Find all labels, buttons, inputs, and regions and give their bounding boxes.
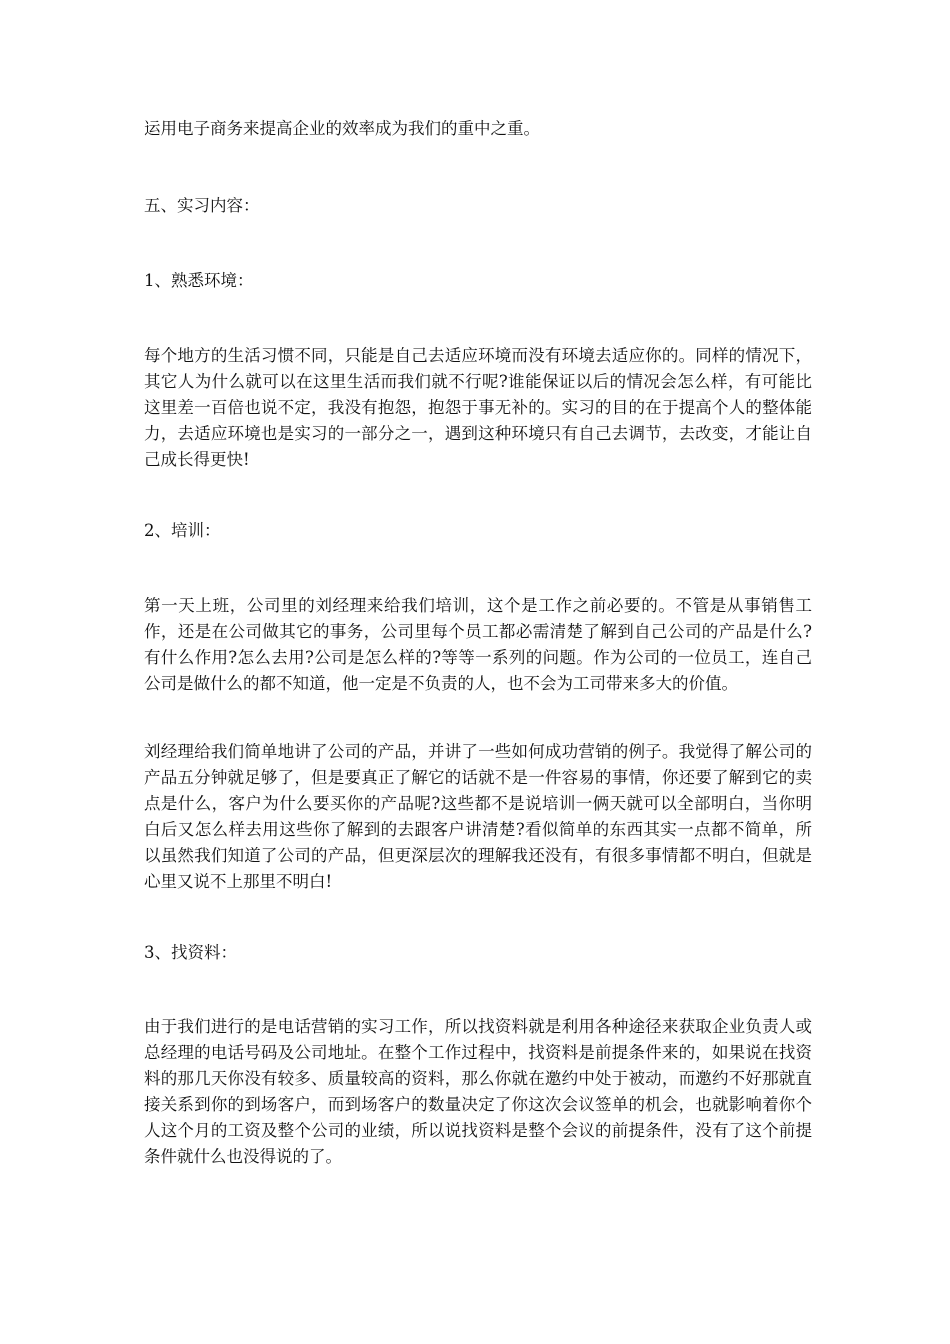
paragraph-environment: 每个地方的生活习惯不同，只能是自己去适应环境而没有环境去适应你的。同样的情况下，其它人为什么就可以在这里生活而我们就不行呢?谁能保证以后的情况会怎么样，有可能比这里差一百倍也说不定，我没有抱怨，抱怨于事无补的。实习的目的在于提高个人的整体能力，去适应环境也是实习的一部分之一，遇到这种环境只有自己去调节，去改变，才能让自己成长得更快! [144,346,812,469]
paragraph-training-2: 刘经理给我们简单地讲了公司的产品，并讲了一些如何成功营销的例子。我觉得了解公司的产品五分钟就足够了，但是要真正了解它的话就不是一件容易的事情，你还要了解到它的卖点是什么，客户为什么要买你的产品呢?这些都不是说培训一俩天就可以全部明白，当你明白后又怎么样去用这些你了解到的去跟客户讲清楚?看似简单的东西其实一点都不简单，所以虽然我们知道了公司的产品，但更深层次的理解我还没有，有很多事情都不明白，但就是心里又说不上那里不明白! [144,742,812,891]
subheading-familiar-environment: 1、熟悉环境： [144,271,254,290]
intro-paragraph: 运用电子商务来提高企业的效率成为我们的重中之重。 [144,119,540,138]
section-heading-five: 五、实习内容： [144,196,260,215]
paragraph-training-1: 第一天上班，公司里的刘经理来给我们培训，这个是工作之前必要的。不管是从事销售工作，还是在公司做其它的事务，公司里每个员工都必需清楚了解到自己公司的产品是什么?有什么作用?怎么去用?公司是怎么样的?等等一系列的问题。作为公司的一位员工，连自己公司是做什么的都不知道，他一定是不负责的人，也不会为工司带来多大的价值。 [144,596,812,693]
paragraph-find-materials: 由于我们进行的是电话营销的实习工作，所以找资料就是利用各种途径来获取企业负责人或总经理的电话号码及公司地址。在整个工作过程中，找资料是前提条件来的，如果说在找资料的那几天你没有较多、质量较高的资料，那么你就在邀约中处于被动，而邀约不好那就直接关系到你的到场客户，而到场客户的数量决定了你这次会议签单的机会，也就影响着你个人这个月的工资及整个公司的业绩，所以说找资料是整个会议的前提条件，没有了这个前提条件就什么也没得说的了。 [144,1017,812,1166]
subheading-training: 2、培训： [144,521,221,540]
subheading-find-materials: 3、找资料： [144,943,237,962]
